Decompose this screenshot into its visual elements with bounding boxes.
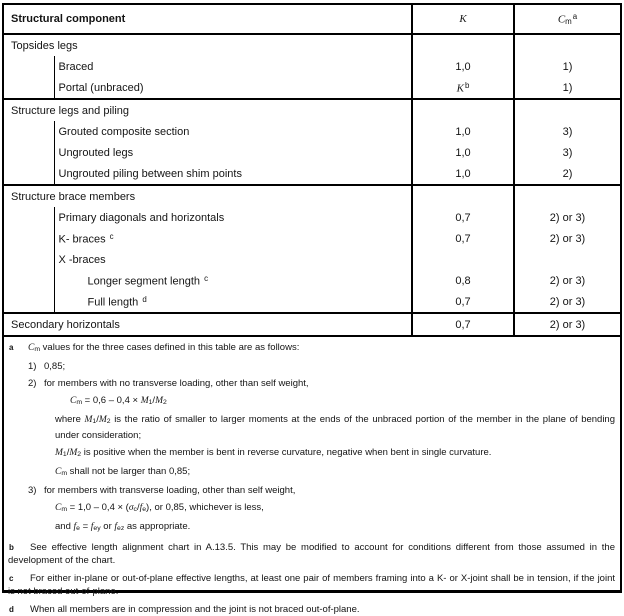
row-ungrouted-legs (4, 142, 620, 163)
cm-cell: 1) (514, 56, 620, 77)
component-cell: K- braces $^c$ (58, 231, 114, 246)
row-primary-diagonals-and-horizontals (4, 207, 620, 228)
cm-cell (514, 99, 620, 121)
cm-cell: 3) (514, 121, 620, 142)
k-cell: 0,8 (412, 270, 514, 291)
component-cell: X -braces (58, 253, 106, 266)
case-number: 1) (28, 361, 37, 373)
footnote-b-marker: b (9, 542, 14, 552)
cm-cell: 2) (514, 163, 620, 185)
effective-length-factors-table (2, 3, 622, 615)
row-group-topsides-legs (4, 34, 620, 56)
cm-cell: 2) or 3) (514, 270, 620, 291)
footnote-a-marker: a (9, 343, 14, 352)
footnote-d-marker: d (9, 604, 14, 614)
row-grouted-composite-section (4, 121, 620, 142)
component-cell: Grouted composite section (58, 125, 190, 138)
component-cell: Ungrouted legs (58, 146, 134, 159)
case-number: 2) (28, 378, 37, 390)
row-x-braces (4, 249, 620, 270)
cm-cell: 3) (514, 142, 620, 163)
footnote-b (8, 541, 615, 567)
component-cell: Primary diagonals and horizontals (58, 211, 225, 224)
row-full-length (4, 291, 620, 313)
indent-spacer-cell (4, 56, 54, 77)
component-cell: Ungrouted piling between shim points (58, 167, 242, 180)
row-ungrouted-piling-between-shim-points (4, 163, 620, 185)
column-header-structural-component: Structural component (4, 5, 412, 34)
footnote-a (8, 341, 615, 536)
row-k-braces (4, 228, 620, 249)
cm-cell: 2) or 3) (514, 291, 620, 313)
case-text: for members with no transverse loading, other than self weight, (44, 378, 309, 390)
structural-component-table (4, 5, 620, 335)
case-text: for members with transverse loading, other than self weight, (44, 485, 296, 497)
cm-cell: 2) or 3) (514, 207, 620, 228)
footnote-c (8, 572, 615, 598)
column-header-k: K (412, 5, 514, 34)
component-cell: Structure brace members (4, 185, 412, 207)
indent-spacer-cell (4, 163, 54, 185)
row-secondary-horizontals (4, 313, 620, 335)
cm-cell: 1) (514, 77, 620, 99)
k-cell: 0,7 (412, 313, 514, 335)
column-header-cm: Cm$^a$ (514, 5, 620, 34)
footnote-d-text: When all members are in compression and the joint is not braced out-of-plane. (30, 603, 360, 615)
indent-spacer-cell (4, 77, 54, 99)
component-cell: Secondary horizontals (4, 313, 412, 335)
footnote-a-limit-note: Cm shall not be larger than 0,85; (55, 465, 191, 478)
component-cell: Full length $^d$ (87, 294, 147, 309)
component-cell: Longer segment length $^c$ (87, 273, 209, 288)
component-cell: Braced (58, 60, 94, 73)
footnote-c-text: For either in-plane or out-of-plane effective lengths, at least one pair of members framing into a K- or X-joint shall be in tension, if the joint is not braced out-of-plane. (8, 572, 615, 597)
footnote-a-case-2 (28, 377, 615, 390)
k-cell (412, 249, 514, 270)
indent-spacer-cell (4, 121, 54, 142)
row-longer-segment-length (4, 270, 620, 291)
k-cell: 1,0 (412, 142, 514, 163)
k-cell (412, 34, 514, 56)
row-group-structure-legs-and-piling (4, 99, 620, 121)
k-cell: $K^b$ (412, 77, 514, 99)
component-cell: Structure legs and piling (4, 99, 412, 121)
indent-spacer-cell (4, 270, 54, 291)
cm-cell: 2) or 3) (514, 313, 620, 335)
indent-spacer-cell (4, 207, 54, 228)
k-cell: 1,0 (412, 121, 514, 142)
footnote-a-intro: Cm values for the three cases defined in this table are as follows: (28, 342, 300, 354)
row-braced (4, 56, 620, 77)
row-group-structure-brace-members (4, 185, 620, 207)
indent-spacer-cell (4, 228, 54, 249)
indent-spacer-cell (4, 142, 54, 163)
k-cell: 0,7 (412, 291, 514, 313)
footnote-a-fe-note: and fe = fey or fez as appropriate. (55, 521, 191, 533)
k-cell: 1,0 (412, 163, 514, 185)
cm-cell (514, 249, 620, 270)
k-cell (412, 185, 514, 207)
footnote-a-formula-case-2: Cm = 0,6 – 0,4 × M1/M2 (70, 395, 167, 407)
row-portal-unbraced (4, 77, 620, 99)
case-text: 0,85; (44, 361, 66, 373)
cm-cell (514, 185, 620, 207)
footnote-a-case-3 (28, 484, 615, 497)
component-cell: Topsides legs (11, 39, 78, 52)
k-cell (412, 99, 514, 121)
k-cell: 0,7 (412, 228, 514, 249)
footnote-d (8, 603, 615, 616)
footnote-a-case-1 (28, 360, 615, 373)
footnote-b-text: See effective length alignment chart in A.13.5. This may be modified to account for conditions different from those assumed in the development of the chart. (8, 541, 615, 566)
k-cell: 0,7 (412, 207, 514, 228)
indent-spacer-cell (4, 291, 54, 313)
footnote-a-where-clause: where M1/M2 is the ratio of smaller to larger moments at the ends of the unbraced portion of the member in the plane of bending under consideration; (55, 414, 615, 441)
footnotes-section (4, 335, 620, 616)
component-cell: Portal (unbraced) (58, 81, 144, 94)
footnote-a-curvature-note: M1/M2 is positive when the member is bent in reverse curvature, negative when bent in single curvature. (55, 446, 492, 458)
case-number: 3) (28, 485, 37, 497)
indent-spacer-cell (4, 249, 54, 270)
table-header-row (4, 5, 620, 34)
k-cell: 1,0 (412, 56, 514, 77)
cm-cell (514, 34, 620, 56)
footnote-c-marker: c (9, 573, 14, 583)
cm-cell: 2) or 3) (514, 228, 620, 249)
footnote-a-formula-case-3: Cm = 1,0 – 0,4 × (σc/fe), or 0,85, whichever is less, (55, 502, 264, 514)
